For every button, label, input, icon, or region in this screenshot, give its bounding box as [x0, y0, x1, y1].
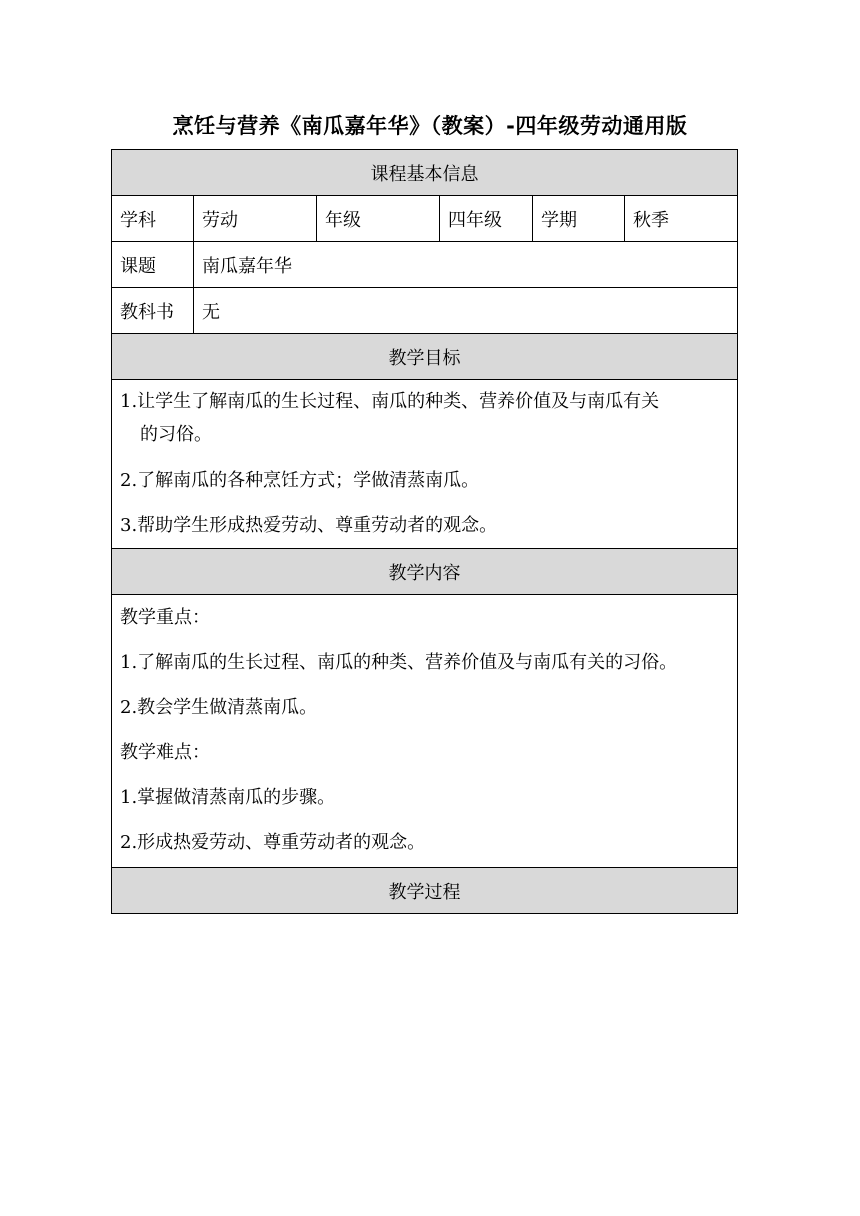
goal-item-1	[112, 380, 737, 458]
goal-item-2: 2.了解南瓜的各种烹饪方式；学做清蒸南瓜。	[120, 470, 480, 491]
content-header: 教学内容	[112, 549, 738, 595]
textbook-value: 无	[194, 288, 738, 334]
goals-header-row	[112, 334, 738, 380]
goal-item-3: 3.帮助学生形成热爱劳动、尊重劳动者的观念。	[120, 515, 498, 536]
term-value: 秋季	[625, 196, 738, 242]
goals-row	[112, 380, 738, 549]
goals-cell	[112, 380, 738, 549]
content-header-row	[112, 549, 738, 595]
goal-item-1-line-2: 的习俗。	[140, 424, 212, 445]
basic-info-header: 课程基本信息	[112, 150, 738, 196]
subject-grade-term-row	[112, 196, 738, 242]
topic-value: 南瓜嘉年华	[194, 242, 738, 288]
difficulty-2: 2.形成热爱劳动、尊重劳动者的观念。	[120, 832, 426, 853]
content-cell	[112, 595, 738, 868]
subject-label: 学科	[112, 196, 194, 242]
basic-info-header-row	[112, 150, 738, 196]
topic-row	[112, 242, 738, 288]
term-label: 学期	[533, 196, 625, 242]
textbook-row	[112, 288, 738, 334]
textbook-label: 教科书	[112, 288, 194, 334]
lesson-plan-table	[111, 149, 738, 914]
key-points-label: 教学重点：	[120, 607, 210, 628]
grade-label: 年级	[317, 196, 440, 242]
goals-header: 教学目标	[112, 334, 738, 380]
content-row	[112, 595, 738, 868]
goal-item-1-line-1: 1.让学生了解南瓜的生长过程、南瓜的种类、营养价值及与南瓜有关	[120, 391, 660, 412]
process-header: 教学过程	[112, 868, 738, 914]
difficulty-1: 1.掌握做清蒸南瓜的步骤。	[120, 787, 336, 808]
process-header-row	[112, 868, 738, 914]
key-point-2: 2.教会学生做清蒸南瓜。	[120, 697, 318, 718]
document-title: 烹饪与营养《南瓜嘉年华》（教案）-四年级劳动通用版	[172, 114, 688, 138]
difficulty-label: 教学难点：	[120, 742, 210, 763]
key-point-1: 1.了解南瓜的生长过程、南瓜的种类、营养价值及与南瓜有关的习俗。	[120, 652, 678, 673]
subject-value: 劳动	[194, 196, 317, 242]
grade-value: 四年级	[440, 196, 533, 242]
topic-label: 课题	[112, 242, 194, 288]
